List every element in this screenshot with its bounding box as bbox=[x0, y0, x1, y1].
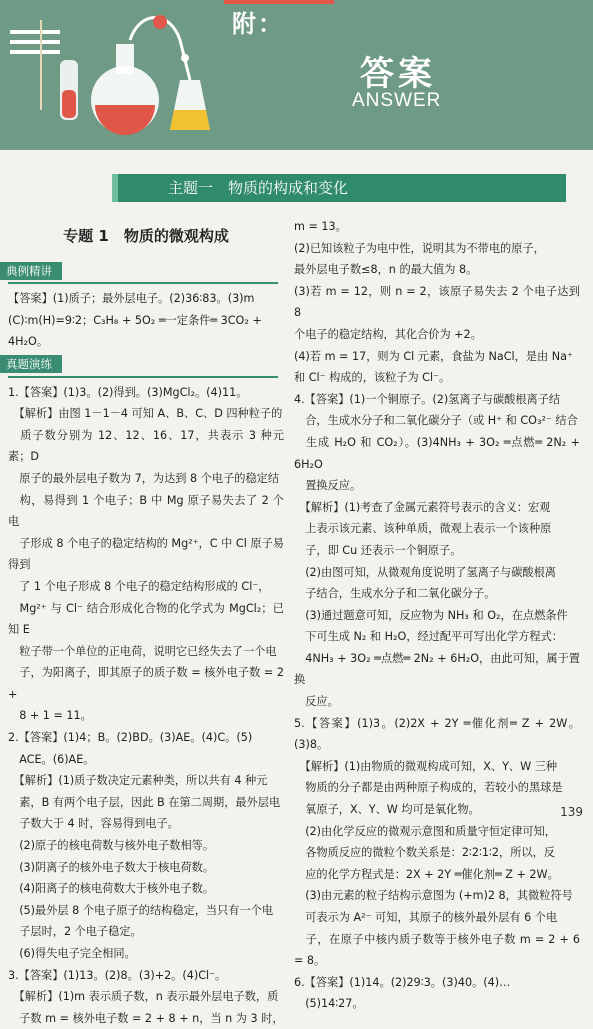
line: 可表示为 A²⁻ 可知，其原子的核外最外层有 6 个电 bbox=[294, 911, 558, 924]
line: 反应。 bbox=[294, 695, 339, 709]
line: 4.【答案】(1)一个铜原子。(2)氢离子与碳酸根离子结 bbox=[294, 392, 561, 406]
line: 最外层电子数≤8，n 的最大值为 8。 bbox=[294, 263, 478, 277]
line: (3)阴离子的核外电子数大于核电荷数。 bbox=[8, 860, 215, 874]
line: 氧原子，X、Y、W 均可是氧化物。 bbox=[294, 803, 480, 817]
line: 3.【答案】(1)13。(2)8。(3)+2。(4)Cl⁻。 bbox=[8, 968, 227, 982]
topic-title: 专题 1 物质的微观构成 bbox=[63, 227, 229, 245]
section-header-2 bbox=[8, 353, 278, 378]
line: 下可生成 N₂ 和 H₂O，经过配平可写出化学方程式： bbox=[294, 630, 563, 644]
line: 8 + 1 = 11。 bbox=[8, 709, 92, 723]
line: (5)最外层 8 个电子原子的结构稳定，当只有一个电 bbox=[8, 903, 274, 917]
line: 【解析】(1)m 表示质子数，n 表示最外层电子数，质 bbox=[8, 990, 279, 1004]
line: 子结合，生成水分子和二氧化碳分子。 bbox=[294, 587, 496, 601]
line: 【解析】由图 1－1－4 可知 A、B、C、D 四种粒子的 bbox=[8, 407, 283, 421]
answer-header bbox=[0, 0, 593, 150]
line: 【解析】(1)质子数决定元素种类，所以共有 4 种元 bbox=[8, 774, 268, 788]
line: 合，生成水分子和二氧化碳分子（或 H⁺ 和 CO₃²⁻ 结合 bbox=[294, 414, 578, 428]
line: 【解析】(1)由物质的微观构成可知，X、Y、W 三种 bbox=[294, 759, 558, 773]
line: (5)14∶27。 bbox=[294, 997, 364, 1011]
line: 2.【答案】(1)4；B。(2)BD。(3)AE。(4)C。(5) bbox=[8, 731, 253, 745]
line: 子层时，2 个电子稳定。 bbox=[8, 925, 142, 939]
line: 和 Cl⁻ 构成的，该粒子为 Cl⁻。 bbox=[294, 371, 451, 385]
line: (2)由图可知，从微观角度说明了氢离子与碳酸根离 bbox=[294, 565, 556, 579]
line: 个电子的稳定结构，其化合价为 +2。 bbox=[294, 327, 482, 341]
line: (C)∶m(H)=9∶2；C₃H₈ + 5O₂ ═一定条件═ 3CO₂ + bbox=[8, 313, 262, 327]
line: 上表示该元素、该种单质，微观上表示一个该种原 bbox=[294, 522, 552, 536]
line: (2)原子的核电荷数与核外电子数相等。 bbox=[8, 839, 215, 853]
line: 子，为阳离子，即其原子的质子数 = 核外电子数 = 2 + bbox=[8, 666, 284, 701]
line: 子数 m = 核外电子数 = 2 + 8 + n，当 n 为 3 时， bbox=[8, 1011, 284, 1025]
section-label: 真题演练 bbox=[0, 355, 62, 373]
line: 子，即 Cu 还表示一个铜原子。 bbox=[294, 543, 462, 557]
answer-title: 答案 bbox=[360, 54, 436, 94]
line: 置换反应。 bbox=[294, 479, 362, 493]
appendix-label: 附： bbox=[232, 4, 284, 39]
line: ACE。(6)AE。 bbox=[8, 752, 95, 766]
line: 素，B 有两个电子层，因此 B 在第二周期，最外层电 bbox=[8, 795, 281, 809]
answer-subtitle: ANSWER bbox=[352, 90, 442, 111]
right-column bbox=[294, 216, 580, 1015]
line: 质子数分别为 12、12、16、17，共表示 3 种元素；D bbox=[8, 428, 284, 464]
line: 1.【答案】(1)3。(2)得到。(3)MgCl₂。(4)11。 bbox=[8, 385, 248, 399]
line: 各物质反应的微粒个数关系是：2∶2∶1∶2，所以，反 bbox=[294, 846, 555, 860]
line: (3)由元素的粒子结构示意图为 (+m)2 8，其微粒符号 bbox=[294, 889, 573, 903]
line: 物质的分子都是由两种原子构成的，若较小的黑球是 bbox=[294, 781, 563, 795]
line: 了 1 个电子形成 8 个电子的稳定结构形成的 Cl⁻， bbox=[8, 579, 270, 593]
line: (2)由化学反应的微观示意图和质量守恒定律可知， bbox=[294, 824, 556, 838]
line: 6.【答案】(1)14。(2)29∶3。(3)40。(4)… bbox=[294, 975, 511, 989]
line: 粒子带一个单位的正电荷，说明它已经失去了一个电 bbox=[8, 644, 277, 658]
line: 4H₂O。 bbox=[8, 335, 49, 349]
line: (3)若 m = 12，则 n = 2，该原子易失去 2 个电子达到 8 bbox=[294, 284, 580, 320]
section-label: 典例精讲 bbox=[0, 262, 62, 280]
line: (4)阳离子的核电荷数大于核外电子数。 bbox=[8, 882, 215, 896]
line: 生成 H₂O 和 CO₂）。(3)4NH₃ + 3O₂ ═点燃═ 2N₂ + 6H₂O bbox=[294, 435, 580, 471]
line: (4)若 m = 17，则为 Cl 元素，食盐为 NaCl，是由 Na⁺ bbox=[294, 349, 573, 363]
line: 【答案】(1)质子；最外层电子。(2)36∶83。(3)m bbox=[8, 292, 255, 306]
left-column bbox=[8, 222, 284, 1029]
line: Mg²⁺ 与 Cl⁻ 结合形成化合物的化学式为 MgCl₂；已知 E bbox=[8, 601, 284, 637]
line: 【解析】(1)考查了金属元素符号表示的含义：宏观 bbox=[294, 500, 551, 514]
section-header-1 bbox=[8, 260, 278, 285]
page-number: 139 bbox=[560, 805, 583, 819]
line: m = 13。 bbox=[294, 220, 347, 233]
line: 子数大于 4 时，容易得到电子。 bbox=[8, 817, 179, 831]
line: 5.【答案】(1)3。(2)2X + 2Y ═催化剂═ Z + 2W。(3)8。 bbox=[294, 716, 580, 752]
line: (6)得失电子完全相同。 bbox=[8, 947, 136, 960]
line: 应的化学方程式是：2X + 2Y ═催化剂═ Z + 2W。 bbox=[294, 867, 559, 881]
lab-glassware-illustration bbox=[0, 0, 225, 150]
line: 4NH₃ + 3O₂ ═点燃═ 2N₂ + 6H₂O，由此可知，属于置换 bbox=[294, 651, 580, 687]
line: (2)已知该粒子为电中性，说明其为不带电的原子， bbox=[294, 241, 545, 255]
line: 原子的最外层电子数为 7，为达到 8 个电子的稳定结 bbox=[8, 471, 280, 485]
line: (3)通过题意可知，反应物为 NH₃ 和 O₂，在点燃条件 bbox=[294, 608, 568, 622]
line: 子，在原子中核内质子数等于核外电子数 m = 2 + 6 = 8。 bbox=[294, 932, 580, 968]
line: 子形成 8 个电子的稳定结构的 Mg²⁺，C 中 Cl 原子易得到 bbox=[8, 536, 284, 572]
line: 构，易得到 1 个电子；B 中 Mg 原子易失去了 2 个电 bbox=[8, 493, 284, 529]
theme-banner: 主题一 物质的构成和变化 bbox=[118, 174, 566, 202]
